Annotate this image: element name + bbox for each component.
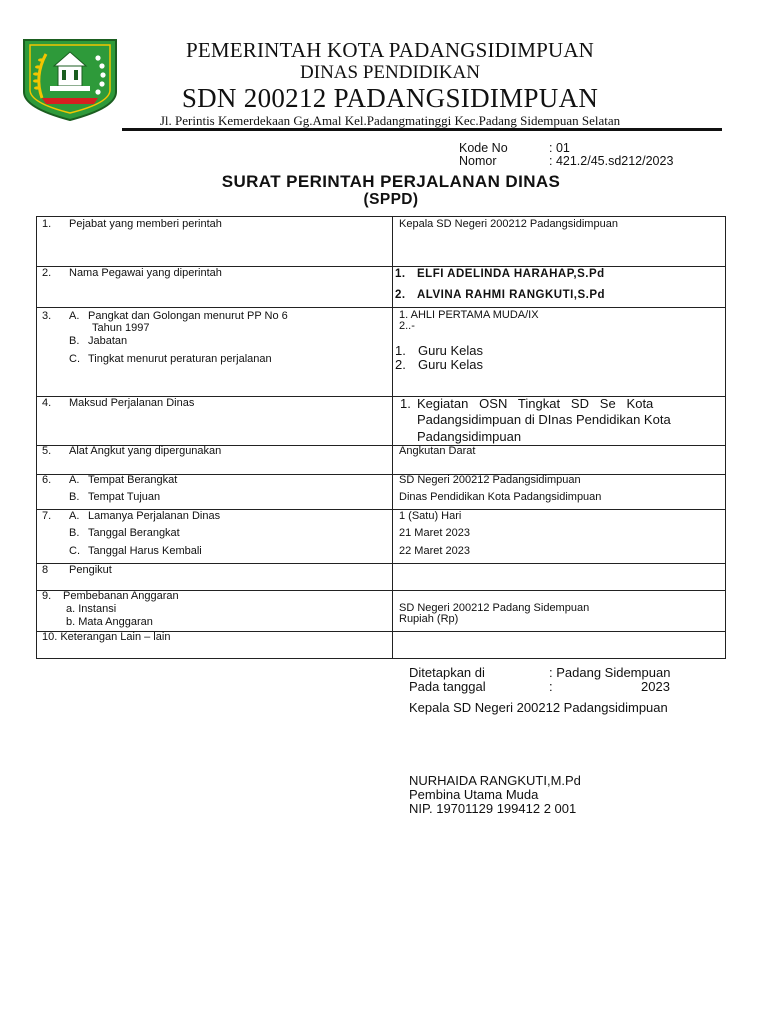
nomor-label: Nomor xyxy=(459,154,497,168)
budget-item-value: Rupiah (Rp) xyxy=(399,613,459,625)
employee-1-name: ELFI ADELINDA HARAHAP,S.Pd xyxy=(417,268,605,280)
signer-nip: NIP. 19701129 199412 2 001 xyxy=(409,801,577,816)
purpose-line-1: Kegiatan OSN Tingkat SD Se Kota xyxy=(417,396,654,411)
kode-label: Kode No xyxy=(459,141,508,155)
position-1-number: 1. xyxy=(395,343,406,358)
row-8-label: Pengikut xyxy=(69,564,112,576)
agency-value: SD Negeri 200212 Padang Sidempuan xyxy=(399,602,590,614)
row-divider xyxy=(36,563,726,564)
position-2-value: Guru Kelas xyxy=(418,357,484,372)
purpose-line-3: Padangsidimpuan xyxy=(417,429,522,444)
row-7a-letter: A. xyxy=(69,510,80,522)
row-3a-label-cont: Tahun 1997 xyxy=(92,322,150,334)
row-4-label: Maksud Perjalanan Dinas xyxy=(69,397,195,409)
employee-1-number: 1. xyxy=(395,268,406,280)
row-3c-letter: C. xyxy=(69,353,80,365)
table-border-left xyxy=(36,216,37,659)
row-9b-label: b. Mata Anggaran xyxy=(66,616,153,628)
row-6-number: 6. xyxy=(42,474,52,486)
row-9a-label: a. Instansi xyxy=(66,603,117,615)
sppd-form-table xyxy=(36,216,726,659)
row-7b-label: Tanggal Berangkat xyxy=(88,527,180,539)
place-label: Ditetapkan di xyxy=(409,665,485,680)
departure-date-value: 21 Maret 2023 xyxy=(399,527,470,539)
row-3b-letter: B. xyxy=(69,335,80,347)
row-5-number: 5. xyxy=(42,445,52,457)
row-5-value: Angkutan Darat xyxy=(399,445,476,457)
kode-value: : 01 xyxy=(549,141,570,155)
row-3-number: 3. xyxy=(42,310,52,322)
column-divider xyxy=(392,216,393,659)
row-6a-label: Tempat Berangkat xyxy=(88,474,178,486)
row-7c-letter: C. xyxy=(69,545,80,557)
destination-value: Dinas Pendidikan Kota Padangsidimpuan xyxy=(399,491,602,503)
row-divider xyxy=(36,307,726,308)
row-7a-label: Lamanya Perjalanan Dinas xyxy=(88,510,221,522)
purpose-number: 1. xyxy=(400,396,411,411)
row-9-label: Pembebanan Anggaran xyxy=(63,590,179,602)
city-emblem-logo xyxy=(20,36,120,122)
table-border-bottom xyxy=(36,658,726,659)
document-subtitle: (SPPD) xyxy=(363,191,419,208)
signer-rank: Pembina Utama Muda xyxy=(409,787,539,802)
row-3a-letter: A. xyxy=(69,310,80,322)
signing-office: Kepala SD Negeri 200212 Padangsidimpuan xyxy=(409,700,668,715)
employee-2-number: 2. xyxy=(395,289,406,301)
date-colon: : xyxy=(549,679,553,694)
row-10-label: 10. Keterangan Lain – lain xyxy=(42,631,171,643)
row-6b-letter: B. xyxy=(69,491,80,503)
row-3c-label: Tingkat menurut peraturan perjalanan xyxy=(88,353,272,365)
duration-value: 1 (Satu) Hari xyxy=(399,510,462,522)
place-value: : Padang Sidempuan xyxy=(549,665,671,680)
department-name: DINAS PENDIDIKAN xyxy=(300,62,480,83)
employee-2-name: ALVINA RAHMI RANGKUTI,S.Pd xyxy=(417,289,606,301)
government-name: PEMERINTAH KOTA PADANGSIDIMPUAN xyxy=(185,38,595,62)
row-2-label: Nama Pegawai yang diperintah xyxy=(69,267,222,279)
row-5-label: Alat Angkut yang dipergunakan xyxy=(69,445,222,457)
school-name: SDN 200212 PADANGSIDIMPUAN xyxy=(181,83,599,113)
signer-name: NURHAIDA RANGKUTI,M.Pd xyxy=(409,773,581,788)
row-3b-label: Jabatan xyxy=(88,335,128,347)
row-1-label: Pejabat yang memberi perintah xyxy=(69,218,222,230)
row-9-number: 9. xyxy=(42,590,52,602)
letterhead-divider xyxy=(122,128,722,131)
return-date-value: 22 Maret 2023 xyxy=(399,545,470,557)
date-label: Pada tanggal xyxy=(409,679,486,694)
row-1-number: 1. xyxy=(42,218,52,230)
row-7b-letter: B. xyxy=(69,527,80,539)
rank-value-2: 2..- xyxy=(399,320,415,332)
row-7c-label: Tanggal Harus Kembali xyxy=(88,545,202,557)
document-title: SURAT PERINTAH PERJALANAN DINAS xyxy=(221,172,561,191)
position-2-number: 2. xyxy=(395,357,406,372)
school-address: Jl. Perintis Kemerdekaan Gg.Amal Kel.Padangmatinggi Kec.Padang Sidempuan Selatan xyxy=(159,113,621,128)
row-2-number: 2. xyxy=(42,267,52,279)
row-1-value: Kepala SD Negeri 200212 Padangsidimpuan xyxy=(399,218,618,230)
row-3a-label: Pangkat dan Golongan menurut PP No 6 xyxy=(88,310,288,322)
table-border-right xyxy=(725,216,726,659)
rank-value-1: 1. AHLI PERTAMA MUDA/IX xyxy=(399,309,539,321)
date-value: 2023 xyxy=(641,679,670,694)
table-border-top xyxy=(36,216,726,217)
row-8-number: 8 xyxy=(42,564,49,576)
row-6a-letter: A. xyxy=(69,474,80,486)
row-4-number: 4. xyxy=(42,397,52,409)
position-1-value: Guru Kelas xyxy=(418,343,484,358)
row-6b-label: Tempat Tujuan xyxy=(88,491,161,503)
purpose-line-2: Padangsidimpuan di DInas Pendidikan Kota xyxy=(417,412,671,427)
departure-place-value: SD Negeri 200212 Padangsidimpuan xyxy=(399,474,581,486)
nomor-value: : 421.2/45.sd212/2023 xyxy=(549,154,674,168)
row-7-number: 7. xyxy=(42,510,52,522)
